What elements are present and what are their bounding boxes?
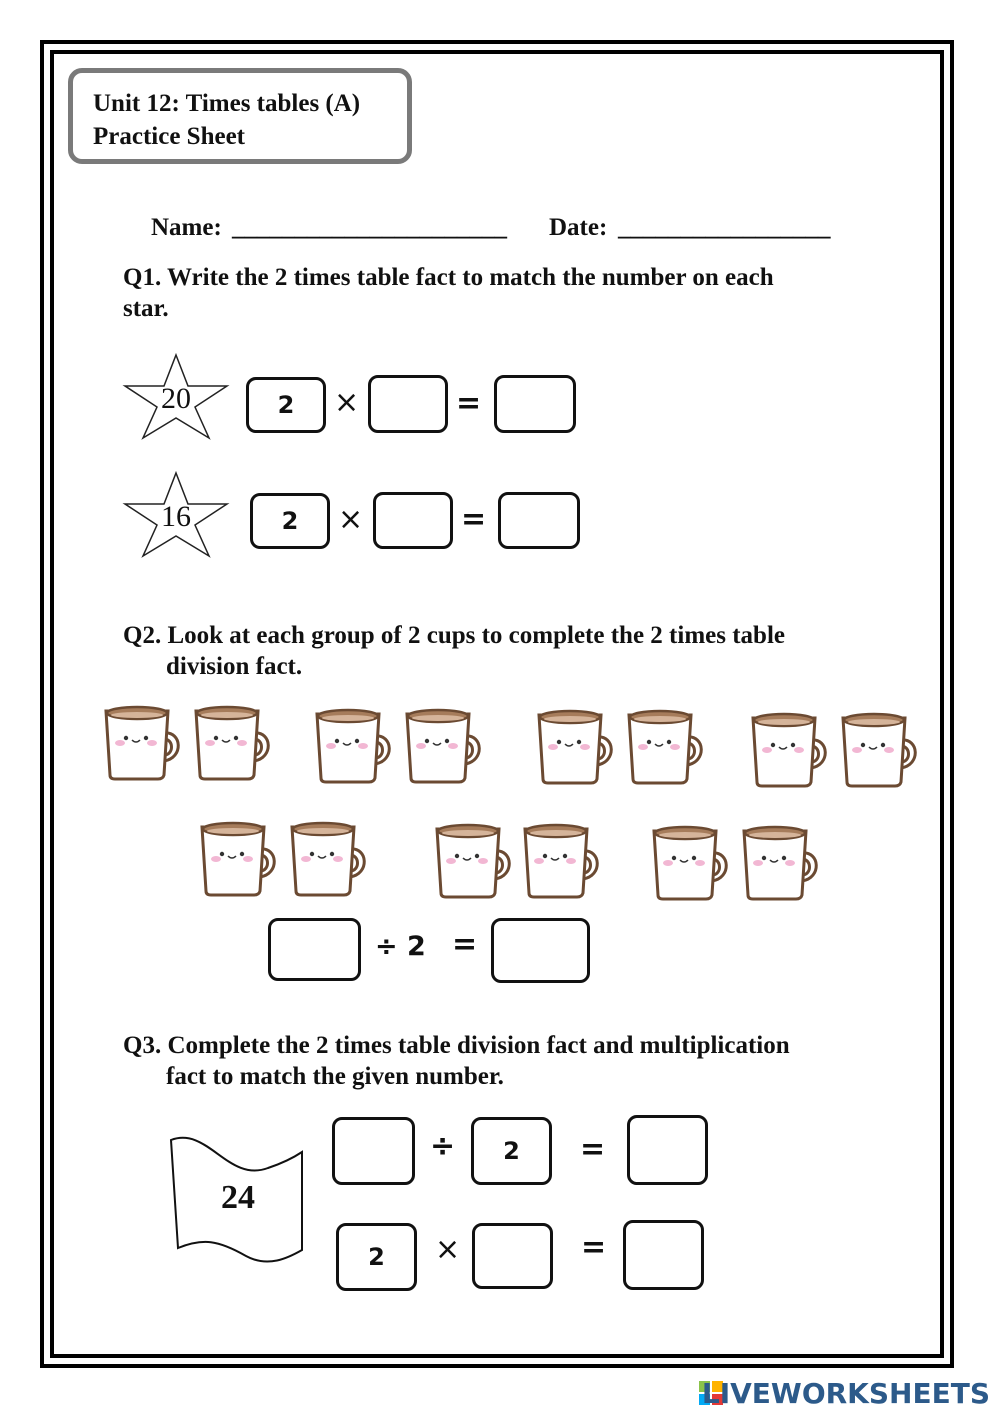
coffee-cup-icon [535, 707, 617, 787]
divide-sign: ÷ [430, 1129, 456, 1164]
answer-box[interactable] [627, 1115, 708, 1185]
date-label: Date: [549, 214, 608, 241]
answer-box[interactable] [472, 1223, 553, 1289]
coffee-cup-icon [403, 706, 485, 786]
answer-box[interactable] [332, 1117, 415, 1185]
answer-box[interactable] [491, 918, 590, 983]
coffee-cup-icon [740, 823, 822, 903]
answer-box[interactable] [373, 492, 453, 549]
factor-box: 2 [246, 377, 326, 433]
divide-by-two: ÷ 2 [375, 931, 426, 962]
title-box [68, 68, 412, 164]
q2-line2: division fact. [166, 653, 303, 680]
coffee-cup-icon [839, 710, 921, 790]
equals-sign: = [452, 927, 478, 962]
q3-line1: Q3. Complete the 2 times table division fact and multiplication [123, 1032, 790, 1059]
q3-line2: fact to match the given number. [166, 1063, 504, 1090]
equals-sign: = [581, 1230, 607, 1265]
answer-box[interactable] [268, 918, 361, 981]
coffee-cup-icon [749, 710, 831, 790]
coffee-cup-icon [102, 703, 184, 783]
coffee-cup-icon [192, 703, 274, 783]
answer-box[interactable] [623, 1220, 704, 1290]
title-line2: Practice Sheet [93, 123, 246, 150]
coffee-cup-icon [521, 821, 603, 901]
times-sign: × [435, 1232, 461, 1267]
times-sign: × [334, 385, 360, 420]
name-label: Name: [151, 214, 222, 241]
q1-line2: star. [123, 295, 169, 322]
coffee-cup-icon [288, 819, 370, 899]
coffee-cup-icon [313, 706, 395, 786]
q2-line1: Q2. Look at each group of 2 cups to complete the 2 times table [123, 622, 785, 649]
star-number: 16 [161, 500, 191, 533]
name-line[interactable]: ______________________ [232, 214, 507, 241]
equals-sign: = [461, 502, 487, 537]
star-icon [121, 352, 231, 442]
coffee-cup-icon [198, 819, 280, 899]
coffee-cup-icon [650, 823, 732, 903]
equals-sign: = [580, 1132, 606, 1167]
coffee-cup-icon [433, 821, 515, 901]
date-line[interactable]: _________________ [618, 214, 831, 241]
divisor-box: 2 [471, 1117, 552, 1185]
times-sign: × [338, 502, 364, 537]
answer-box[interactable] [498, 492, 580, 549]
equals-sign: = [456, 386, 482, 421]
answer-box[interactable] [494, 375, 576, 433]
star-icon [121, 470, 231, 560]
answer-box[interactable] [368, 375, 448, 433]
star-number: 20 [161, 382, 191, 415]
factor-box: 2 [336, 1223, 417, 1291]
flag-number: 24 [221, 1179, 255, 1216]
title-line1: Unit 12: Times tables (A) [93, 90, 361, 117]
q1-line1: Q1. Write the 2 times table fact to match the number on each [123, 264, 774, 291]
coffee-cup-icon [625, 707, 707, 787]
factor-box: 2 [250, 493, 330, 549]
brand-text[interactable]: LIVEWORKSHEETS [701, 1377, 990, 1410]
